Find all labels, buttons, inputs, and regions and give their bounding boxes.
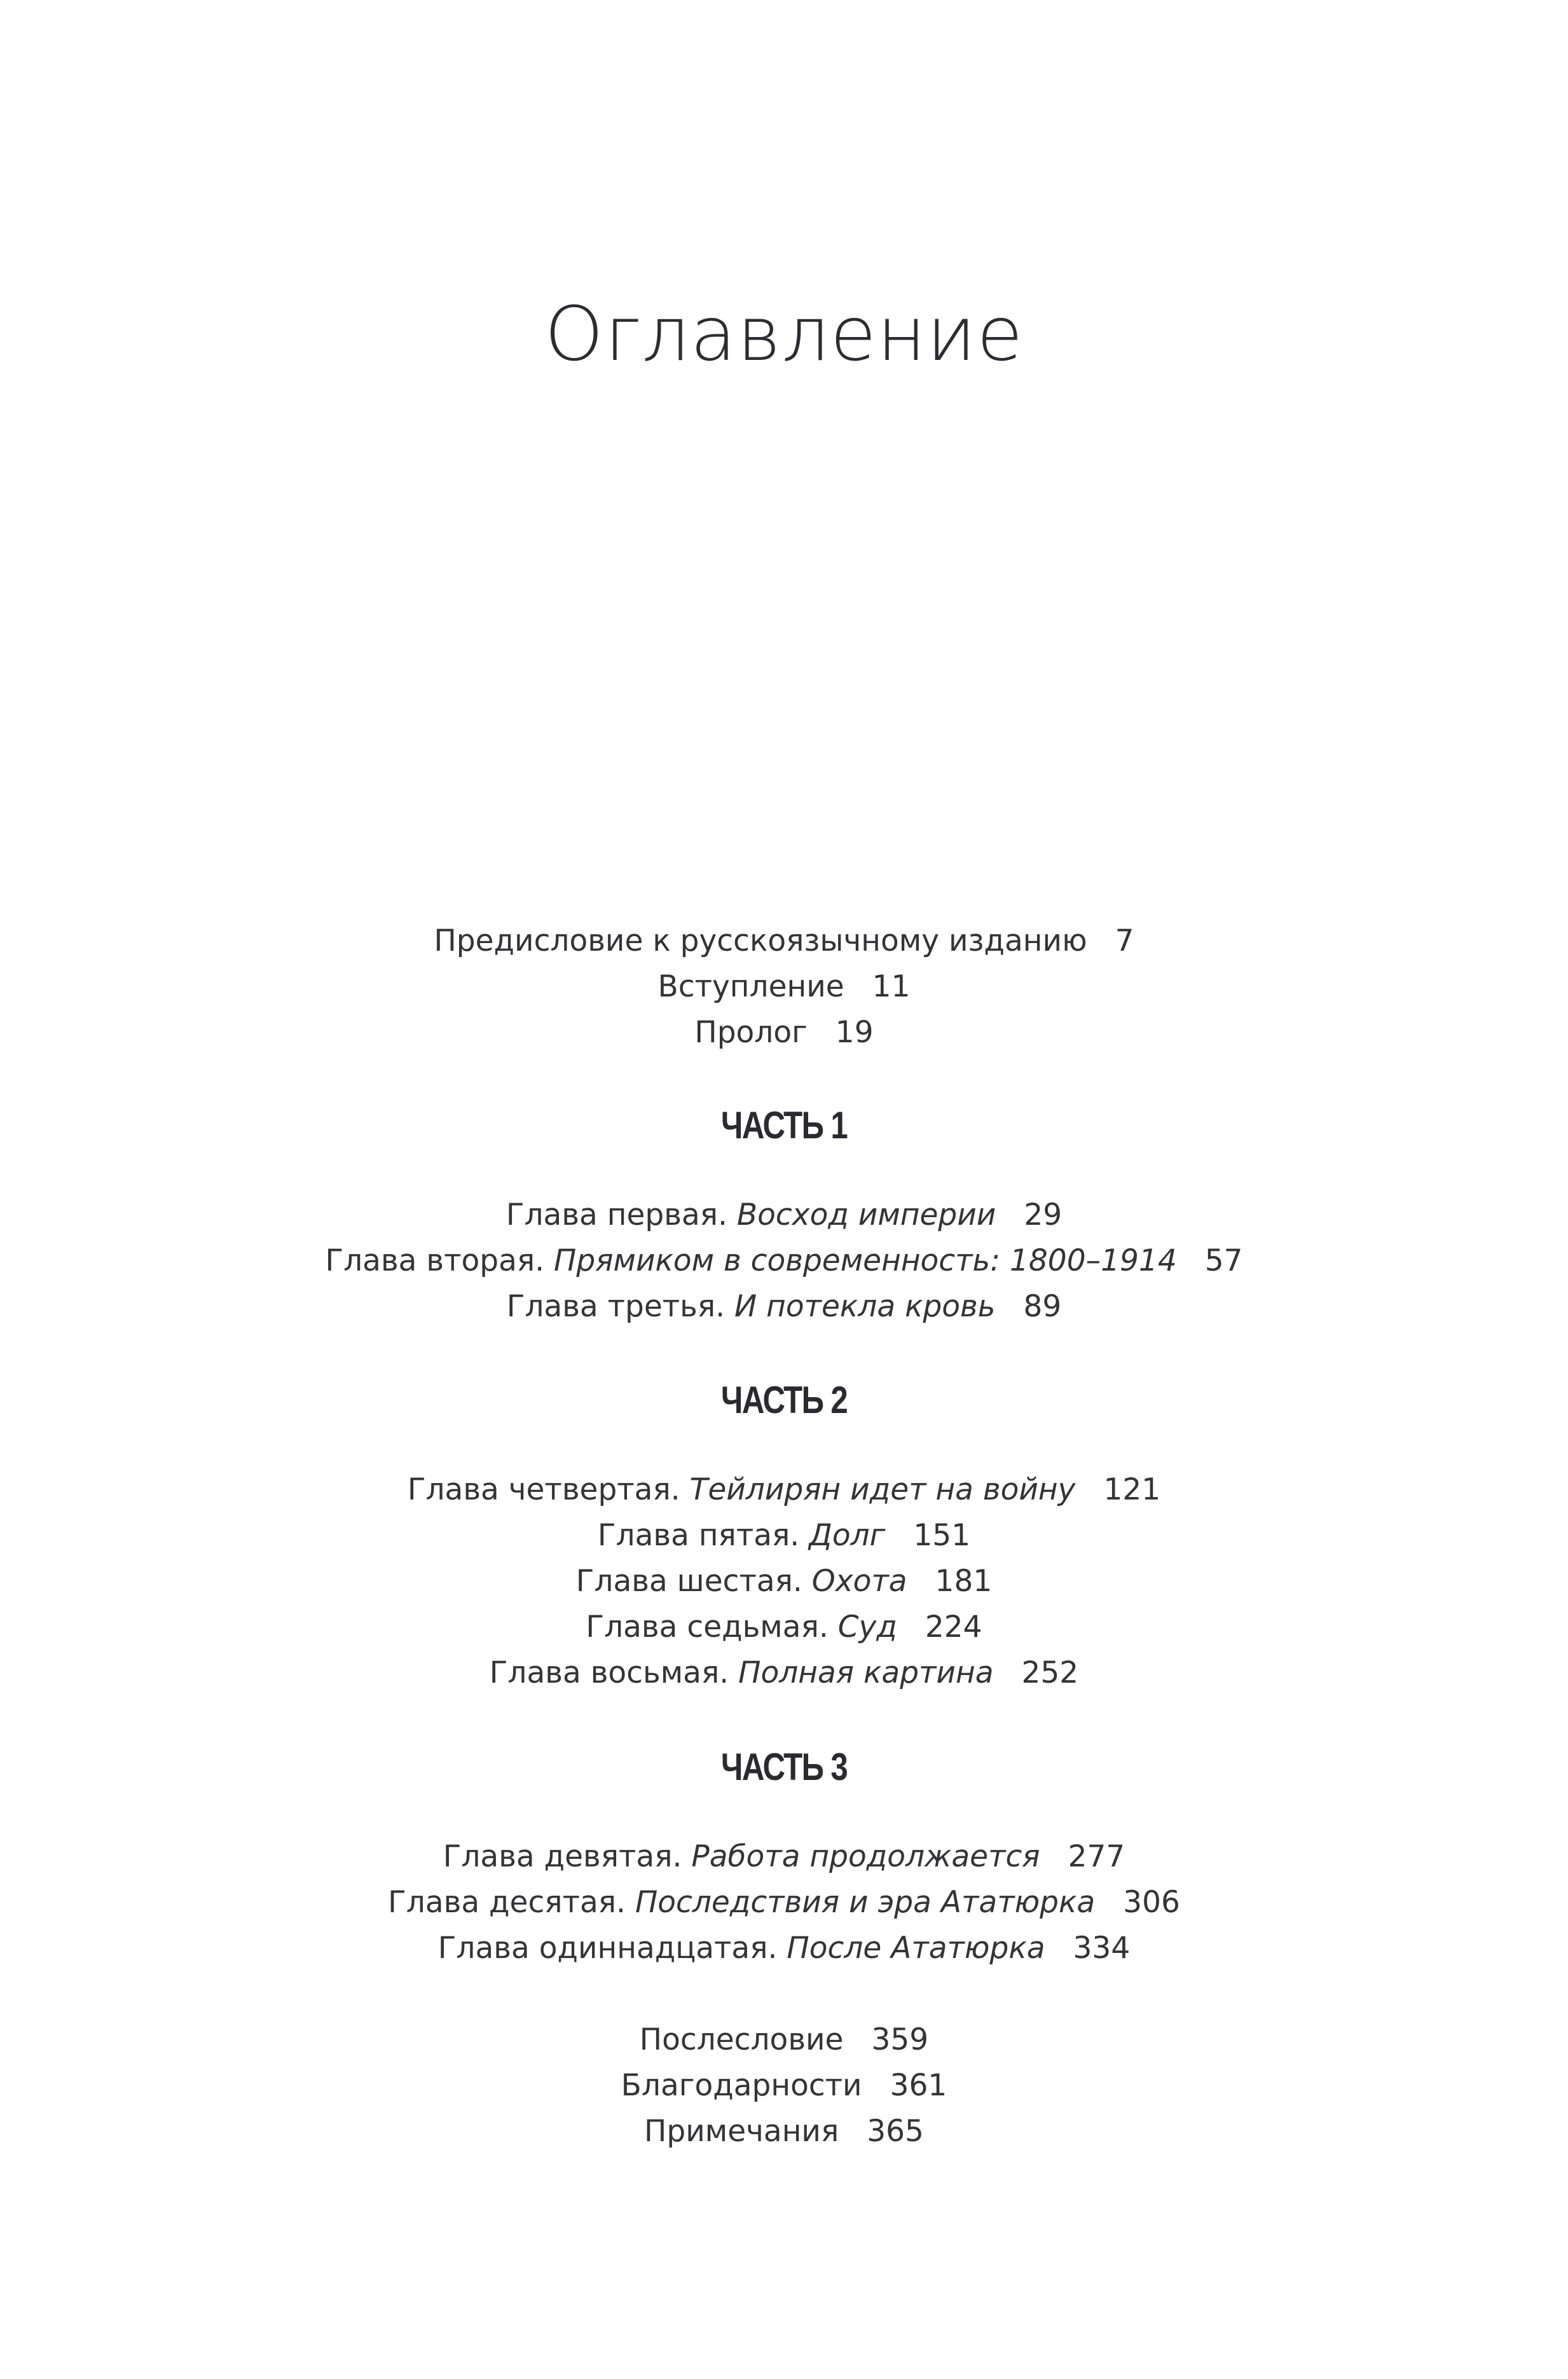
toc-entry-acknowledgements[interactable] [0,2063,1568,2109]
toc-entry-chapter-3[interactable] [0,1284,1568,1330]
toc-entry-chapter-2[interactable] [0,1238,1568,1284]
chapter-subtitle: Работа продолжается [691,1839,1040,1874]
back-matter-list [0,2017,1568,2155]
entry-title: Предисловие к русскоязычному изданию [434,923,1087,958]
toc-entry-afterword[interactable] [0,2017,1568,2063]
entry-page: 365 [867,2114,924,2149]
entry-page: 19 [835,1015,874,1050]
chapter-subtitle: Тейлирян идет на войну [689,1472,1076,1507]
toc-entry-chapter-7[interactable] [0,1604,1568,1650]
entry-page: 361 [890,2068,947,2103]
chapter-page: 224 [925,1610,982,1645]
chapter-page: 57 [1204,1243,1243,1278]
part-3-heading: ЧАСТЬ 3 [720,1746,848,1788]
entry-page: 11 [872,969,911,1004]
part-2-chapter-list [0,1467,1568,1696]
toc-entry-chapter-6[interactable] [0,1559,1568,1604]
entry-title: Вступление [657,969,844,1004]
toc-entry-chapter-10[interactable] [0,1880,1568,1926]
chapter-page: 252 [1021,1655,1079,1690]
part-3-heading-wrap [0,1742,1568,1793]
chapter-page: 89 [1023,1289,1062,1324]
toc-entry-foreword[interactable] [0,918,1568,964]
chapter-page: 334 [1073,1931,1131,1966]
chapter-subtitle: Прямиком в современность: 1800–1914 [554,1243,1177,1278]
entry-title: Пролог [694,1015,808,1050]
entry-title: Послесловие [639,2022,844,2057]
chapter-subtitle: Долг [809,1518,886,1553]
toc-entry-chapter-8[interactable] [0,1650,1568,1696]
chapter-page: 29 [1024,1197,1063,1232]
toc-entry-chapter-9[interactable] [0,1834,1568,1880]
chapter-page: 306 [1123,1885,1180,1920]
chapter-label: Глава пятая. [597,1518,800,1553]
part-2-heading-wrap [0,1375,1568,1426]
chapter-page: 181 [935,1564,993,1599]
entry-title: Благодарности [621,2068,862,2103]
chapter-label: Глава третья. [506,1289,726,1324]
part-1-heading-wrap [0,1100,1568,1151]
part-1-chapter-list [0,1192,1568,1330]
toc-entry-chapter-5[interactable] [0,1513,1568,1559]
chapter-label: Глава девятая. [443,1839,682,1874]
chapter-label: Глава седьмая. [586,1610,829,1645]
chapter-label: Глава десятая. [388,1885,626,1920]
chapter-label: Глава первая. [505,1197,727,1232]
part-1-heading: ЧАСТЬ 1 [720,1104,848,1147]
chapter-page: 277 [1068,1839,1125,1874]
chapter-label: Глава четвертая. [407,1472,680,1507]
toc-entry-introduction[interactable] [0,964,1568,1010]
chapter-subtitle: Последствия и эра Ататюрка [635,1885,1096,1920]
chapter-page: 121 [1103,1472,1161,1507]
chapter-subtitle: Охота [811,1564,907,1599]
chapter-label: Глава восьмая. [489,1655,729,1690]
entry-page: 7 [1115,923,1134,958]
chapter-label: Глава одиннадцатая. [437,1931,778,1966]
chapter-page: 151 [913,1518,971,1553]
chapter-subtitle: Полная картина [738,1655,994,1690]
chapter-subtitle: Восход империи [736,1197,996,1232]
chapter-label: Глава шестая. [575,1564,802,1599]
part-3-chapter-list [0,1834,1568,1971]
chapter-subtitle: И потекла кровь [734,1289,996,1324]
entry-title: Примечания [644,2114,839,2149]
front-matter-list [0,918,1568,1056]
part-2-heading: ЧАСТЬ 2 [720,1379,848,1421]
entry-page: 359 [871,2022,929,2057]
toc-entry-prologue[interactable] [0,1010,1568,1056]
page-title: Оглавление [544,290,1024,378]
toc-entry-chapter-1[interactable] [0,1192,1568,1238]
toc-entry-chapter-4[interactable] [0,1467,1568,1513]
toc-entry-chapter-11[interactable] [0,1926,1568,1971]
chapter-label: Глава вторая. [325,1243,545,1278]
chapter-subtitle: После Ататюрка [787,1931,1045,1966]
chapter-subtitle: Суд [837,1610,897,1645]
toc-entry-notes[interactable] [0,2109,1568,2155]
